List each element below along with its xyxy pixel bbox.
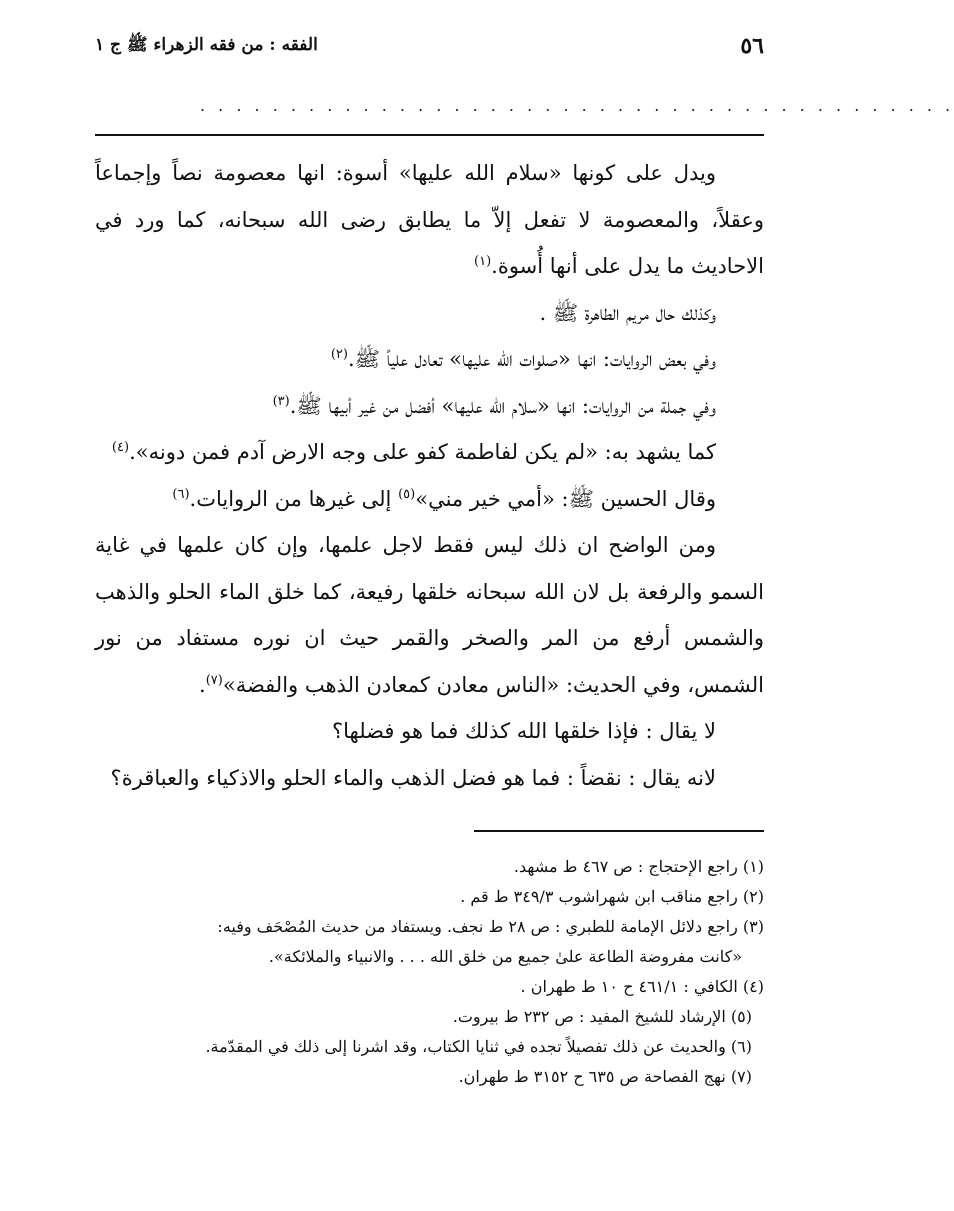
paragraph-1-text: ويدل على كونها «سلام الله عليها» أسوة: انها معصومة نصاً وإجماعاً وعقلاً، والمعصومة لا تفعل إلاّ ما يطابق رضى الله سبحانه، كما ورد في الاحاديث ما يدل على أنها أُسوة. [95,161,764,278]
footnote-7: (٧) نهج الفصاحة ص ٦٣٥ ح ٣١٥٢ ط طهران. [458,1067,752,1086]
running-title: الفقه : من فقه الزهراء ﷺ ج ١ [95,34,318,55]
paragraph-2: وكذلك حال مريم الطاهرة ﷺ . [539,300,716,325]
paragraph-3 [95,336,764,383]
footnote-ref-2: (٢) [330,347,348,362]
footnote-ref-4: (٤) [111,440,130,455]
paragraph-6-text-b: إلى غيرها من الروايات. [189,486,399,511]
paragraph-5-text: كما يشهد به: «لم يكن لفاطمة كفو على وجه الارض آدم فمن دونه». [129,440,716,464]
paragraph-5 [95,429,764,476]
footnote-ref-6: (٦) [172,486,190,502]
paragraph-8: لا يقال : فإذا خلقها الله كذلك فما هو فضلها؟ [332,719,716,743]
footnote-1: (١) راجع الإحتجاج : ص ٤٦٧ ط مشهد. [513,857,764,876]
page-header [95,26,764,66]
paragraph-7 [95,522,764,708]
header-rule [95,134,764,136]
footnote-4: (٤) الكافي : ٤٦١/١ ح ١٠ ط طهران . [520,977,764,996]
paragraph-4 [95,383,764,430]
paragraph-7-end: . [199,672,206,697]
paragraph-6-text-a: وقال الحسين ﷺ: «أمي خير مني» [415,486,716,511]
footnote-2: (٢) راجع مناقب ابن شهراشوب ٣٤٩/٣ ط قم . [460,887,764,906]
paragraph-6 [95,476,764,523]
paragraph-4-text: وفي جملة من الروايات: انها «سلام الله عليها» أفضل من غير أبيها ﷺ. [289,393,716,418]
dotted-separator: . . . . . . . . . . . . . . . . . . . . . . . . . . . . . . . . . . . . . . . . . . [200,96,954,115]
footnote-ref-7: (٧) [205,672,223,688]
footnote-ref-5: (٥) [398,486,416,502]
footnote-rule [474,830,764,832]
paragraph-9: لانه يقال : نقضاً : فما هو فضل الذهب والماء الحلو والاذكياء والعباقرة؟ [110,765,716,790]
footnote-3-continuation: «كانت مفروضة الطاعة علىٰ جميع من خلق الله . . . والانبياء والملائكة». [268,947,742,966]
paragraph-3-text: وفي بعض الروايات: انها «صلوات الله عليها» تعادل علياً ﷺ. [347,347,716,371]
footnote-ref-1: (١) [474,254,492,269]
paragraph-7-text: ومن الواضح ان ذلك ليس فقط لاجل علمها، وإن كان علمها في غاية السمو والرفعة بل لان الله سبحانه خلقها رفيعة، كما خلق الماء الحلو والذهب والشمس أرفع من المر والصخر والقمر حيث ان نوره مستفاد من نور الشمس، وفي الحديث: «الناس معادن كمعادن الذهب والفضة» [95,533,764,697]
footnote-5: (٥) الإرشاد للشيخ المفيد : ص ٢٣٢ ط بيروت. [452,1007,752,1026]
footnote-3: (٣) راجع دلائل الإمامة للطبري : ص ٢٨ ط نجف. ويستفاد من حديث المُصْحَف وفيه: [217,917,764,936]
footnotes [95,852,764,1092]
footnote-ref-3: (٣) [272,393,290,409]
footnote-6: (٦) والحديث عن ذلك تفصيلاً تجده في ثنايا الكتاب، وقد اشرنا إلى ذلك في المقدّمة. [205,1037,752,1056]
page-number: ٥٦ [740,33,764,59]
paragraph-1 [95,150,764,290]
main-text [95,150,764,801]
